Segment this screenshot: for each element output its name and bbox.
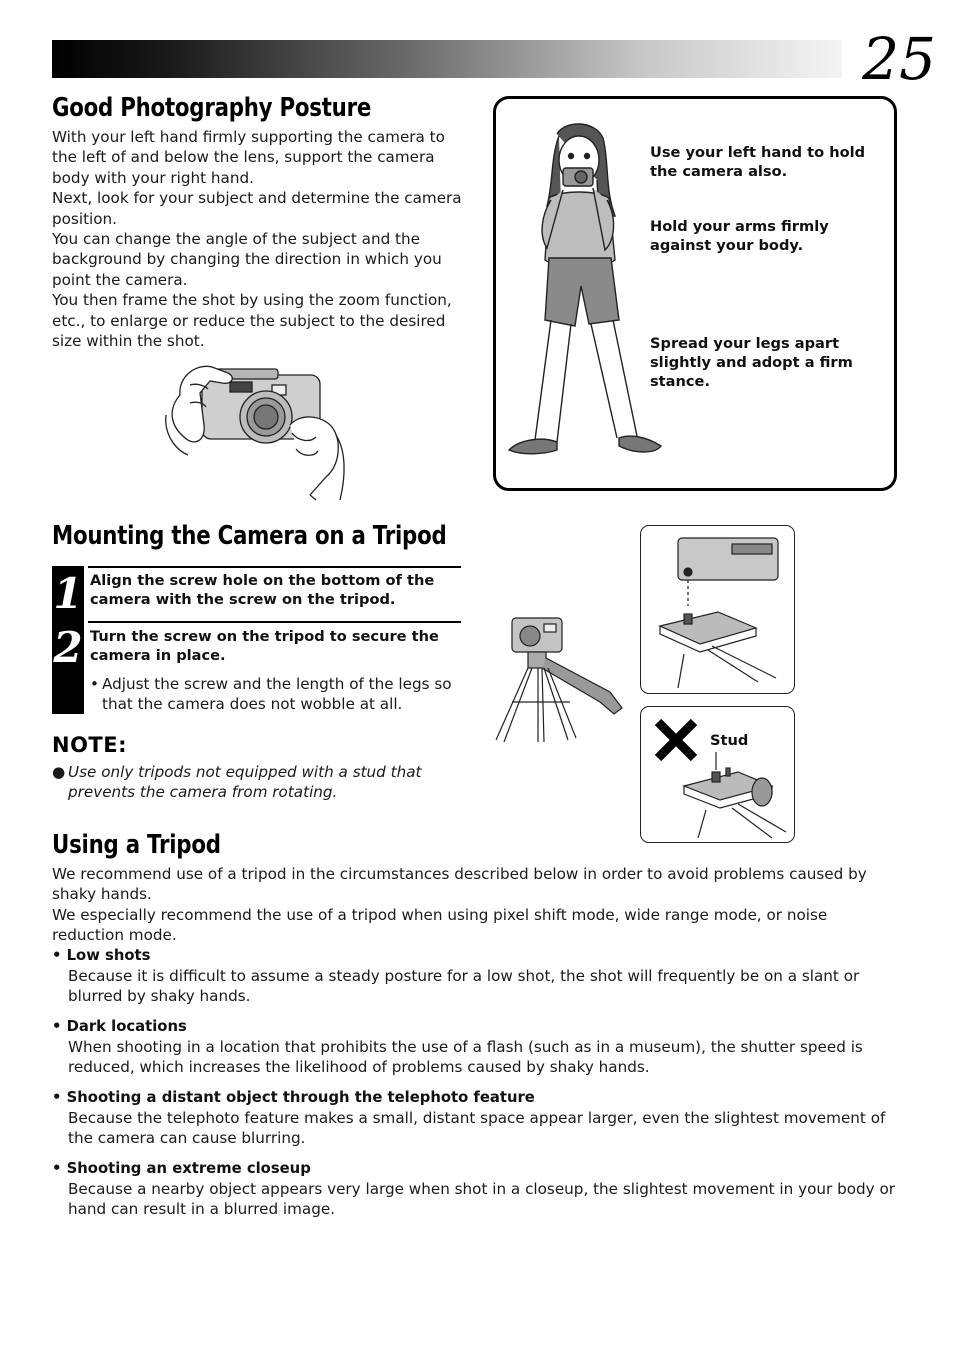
list-item-title: • Shooting an extreme closeup [52,1160,311,1177]
header-gradient-bar [52,40,842,78]
list-item-title-text: Shooting an extreme closeup [66,1160,311,1177]
step-sub-bullet-text: Adjust the screw and the length of the legs so that the camera does not wobble at all. [102,675,452,714]
posture-body [52,127,464,351]
hands-holding-camera-illustration [160,355,350,500]
step-sub-bullet [90,674,462,715]
posture-tip-left-hand: Use your left hand to hold the camera also. [650,144,866,180]
list-item [52,1159,902,1220]
posture-paragraph: You then frame the shot by using the zoom function, etc., to enlarge or reduce the subject to the desired size within the shot. [52,291,452,351]
bullet-dot: ● [52,763,66,781]
tripod-stud-illustration [676,752,790,838]
note-title: NOTE: [52,733,127,757]
page-number: 25 [862,25,936,93]
posture-paragraph: With your left hand firmly supporting the camera to the left of and below the lens, support the camera body with your right hand. [52,128,445,187]
tripod-steps [52,566,461,714]
list-item-title: • Low shots [52,947,151,964]
list-item [52,946,902,1007]
list-item-text: Because it is difficult to assume a steady posture for a low shot, the shot will frequently be on a slant or blurred by shaky hands. [68,967,860,1006]
step-divider [88,566,461,568]
note-text: Use only tripods not equipped with a stud that prevents the camera from rotating. [68,763,422,802]
intro-paragraph: We recommend use of a tripod in the circumstances described below in order to avoid problems caused by shaky hands. [52,865,867,904]
list-item-title-text: Low shots [66,947,151,964]
stud-label: Stud [710,732,749,749]
posture-paragraph: You can change the angle of the subject and the background by changing the direction in which you point the camera. [52,230,442,289]
step-text: Turn the screw on the tripod to secure the camera in place. [90,628,439,665]
list-item-text: Because the telephoto feature makes a small, distant space appear larger, even the slightest movement of the camera can cause blurring. [68,1109,886,1148]
step-divider [88,621,461,623]
list-item-title: • Dark locations [52,1018,187,1035]
list-item-text: Because a nearby object appears very large when shot in a closeup, the slightest movement in your body or hand can result in a blurred image. [68,1180,896,1219]
intro-paragraph: We especially recommend the use of a tripod when using pixel shift mode, wide range mode, or noise reduction mode. [52,905,828,945]
tripod-mount-heading: Mounting the Camera on a Tripod [52,521,447,551]
list-item [52,1017,902,1078]
posture-tip-arms: Hold your arms firmly against your body. [650,218,829,254]
using-tripod-heading: Using a Tripod [52,830,221,860]
photographer-posture-illustration [505,120,670,460]
camera-on-tripod-illustration [490,612,635,744]
step-text: Align the screw hole on the bottom of the camera with the screw on the tripod. [90,572,435,609]
list-item-title-text: Shooting a distant object through the telephoto feature [66,1089,535,1106]
using-tripod-intro [52,864,902,946]
note-body [52,762,452,803]
list-item-title-text: Dark locations [66,1018,187,1035]
step-number: 2 [53,623,83,672]
screw-alignment-illustration [648,532,788,688]
posture-heading: Good Photography Posture [52,93,372,123]
bullet-dot: • [90,675,99,693]
posture-tip-legs: Spread your legs apart slightly and adopt a firm stance. [650,335,853,390]
list-item [52,1088,902,1149]
step-number: 1 [53,569,83,618]
posture-paragraph: Next, look for your subject and determine the camera position. [52,189,462,228]
list-item-title: • Shooting a distant object through the telephoto feature [52,1089,535,1106]
list-item-text: When shooting in a location that prohibits the use of a flash (such as in a museum), the shutter speed is reduced, which increases the likelihood of problems caused by shaky hands. [68,1038,863,1077]
